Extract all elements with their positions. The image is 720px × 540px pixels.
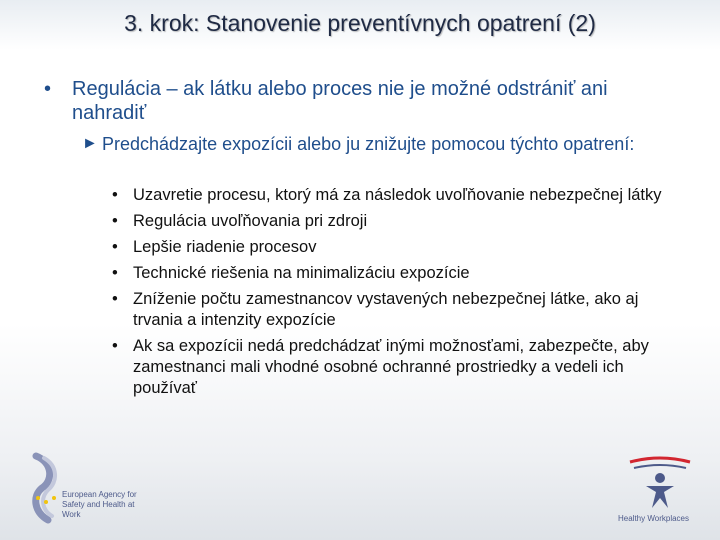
slide-title: 3. krok: Stanovenie preventívnych opatrení (2) <box>124 10 596 36</box>
bullet-icon: • <box>112 337 118 355</box>
list-item-text: Regulácia uvoľňovania pri zdroji <box>133 212 368 230</box>
list-item-text: Technické riešenia na minimalizáciu expozície <box>133 264 470 282</box>
bullet-icon: • <box>112 264 118 282</box>
level1-bullet-item <box>44 77 664 125</box>
measures-list <box>112 185 682 404</box>
list-item <box>112 336 682 399</box>
bullet-icon: • <box>112 290 118 308</box>
healthy-workplaces-logo-icon <box>620 452 700 512</box>
arrow-bullet-icon: ► <box>82 135 98 152</box>
level1-text: Regulácia – ak látku alebo proces nie je možné odstrániť ani nahradiť <box>72 78 608 124</box>
bullet-icon: • <box>112 238 118 256</box>
list-item-text: Zníženie počtu zamestnancov vystavených nebezpečnej látke, ako aj trvania a intenzity expozície <box>133 290 639 329</box>
list-item <box>112 263 682 284</box>
list-item <box>112 237 682 258</box>
list-item-text: Lepšie riadenie procesov <box>133 238 317 256</box>
list-item-text: Ak sa expozícii nedá predchádzať inými možnosťami, zabezpečte, aby zamestnanci mali vhodné osobné ochranné prostriedky a vedeli ich používať <box>133 337 649 397</box>
bullet-icon: • <box>44 78 52 100</box>
campaign-logo-text: Healthy Workplaces <box>618 514 689 523</box>
bullet-icon: • <box>112 186 118 204</box>
bullet-icon: • <box>112 212 118 230</box>
agency-logo-text: European Agency for Safety and Health at Work <box>62 490 137 519</box>
level2-bullet-item <box>82 133 682 155</box>
list-item <box>112 185 682 206</box>
list-item <box>112 211 682 232</box>
list-item-text: Uzavretie procesu, ktorý má za následok uvoľňovanie nebezpečnej látky <box>133 186 662 204</box>
level2-text: Predchádzajte expozícii alebo ju znižujte pomocou týchto opatrení: <box>102 134 635 154</box>
list-item <box>112 289 682 331</box>
